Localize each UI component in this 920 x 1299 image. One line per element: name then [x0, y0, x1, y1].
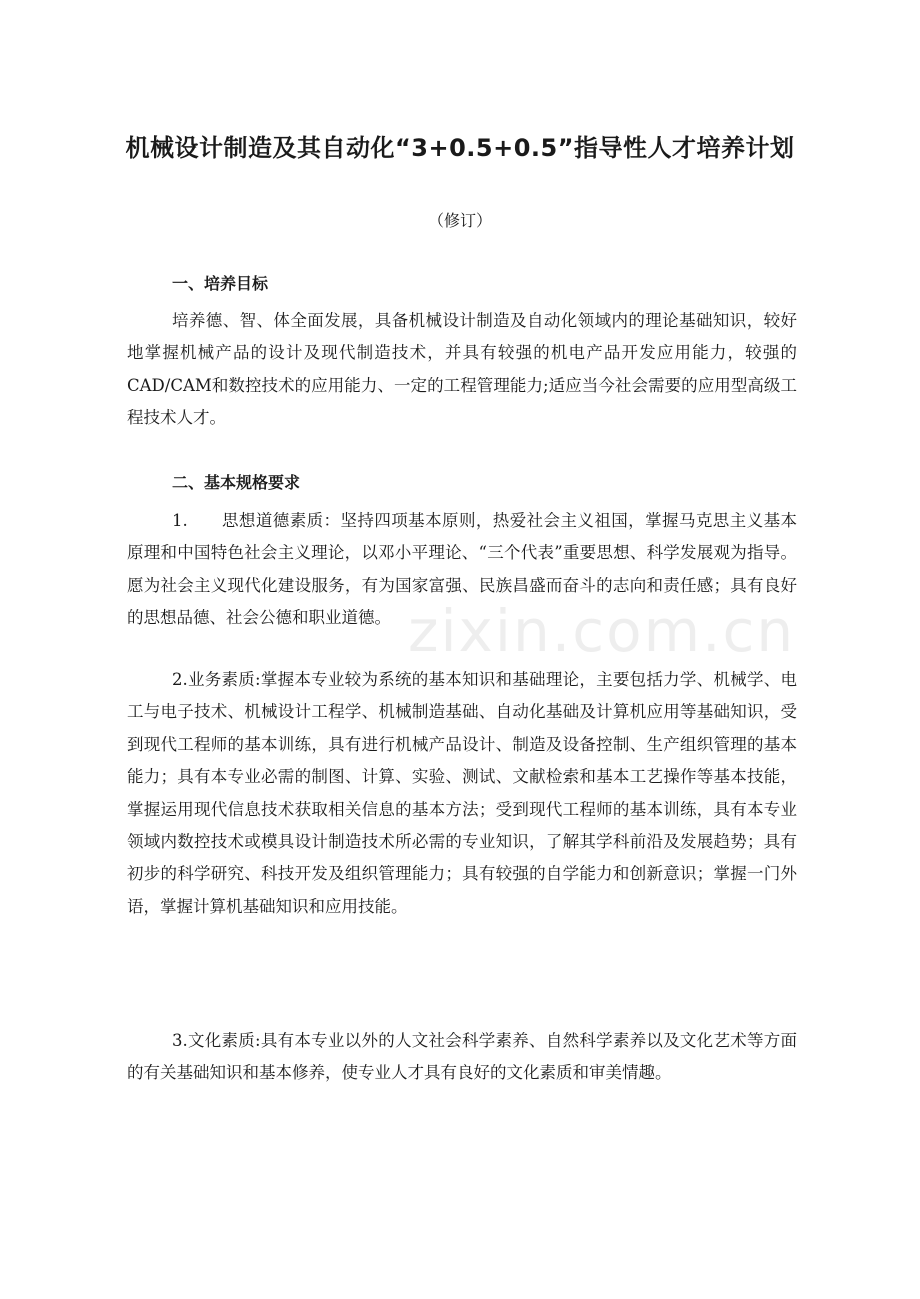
- paragraph-professional-quality: 2.业务素质:掌握本专业较为系统的基本知识和基础理论，主要包括力学、机械学、电工与电子技术、机械设计工程学、机械制造基础、自动化基础及计算机应用等基础知识，受到现代工程师的基本训练，具有进行机械产品设计、制造及设备控制、生产组织管理的基本能力；具有本专业必需的制图、计算、实验、测试、文献检索和基本工艺操作等基本技能，掌握运用现代信息技术获取相关信息的基本方法；受到现代工程师的基本训练，具有本专业领域内数控技术或模具设计制造技术所必需的专业知识，了解其学科前沿及发展趋势；具有初步的科学研究、科技开发及组织管理能力；具有较强的自学能力和创新意识；掌握一门外语，掌握计算机基础知识和应用技能。: [127, 670, 797, 916]
- document-subtitle: （修订）: [427, 211, 492, 230]
- watermark: zixin.com.cn: [408, 597, 796, 665]
- paragraph-training-goal: 培养德、智、体全面发展，具备机械设计制造及自动化领域内的理论基础知识，较好地掌握机械产品的设计及现代制造技术，并具有较强的机电产品开发应用能力，较强的CAD/CAM和数控技术的应用能力、一定的工程管理能力;适应当今社会需要的应用型高级工程技术人才。: [127, 311, 797, 428]
- section-heading-training-goal: 一、培养目标: [172, 274, 269, 293]
- document-title: 机械设计制造及其自动化“3+0.5+0.5”指导性人才培养计划: [125, 134, 795, 162]
- paragraph-moral-quality: 1. 思想道德素质：坚持四项基本原则，热爱社会主义祖国，掌握马克思主义基本原理和中国特色社会主义理论，以邓小平理论、“三个代表”重要思想、科学发展观为指导。愿为社会主义现代化建设服务，有为国家富强、民族昌盛而奋斗的志向和责任感；具有良好的思想品德、社会公德和职业道德。: [127, 511, 797, 628]
- section-heading-basic-requirements: 二、基本规格要求: [172, 473, 301, 492]
- paragraph-cultural-quality: 3.文化素质:具有本专业以外的人文社会科学素养、自然科学素养以及文化艺术等方面的有关基础知识和基本修养，使专业人才具有良好的文化素质和审美情趣。: [127, 1031, 797, 1083]
